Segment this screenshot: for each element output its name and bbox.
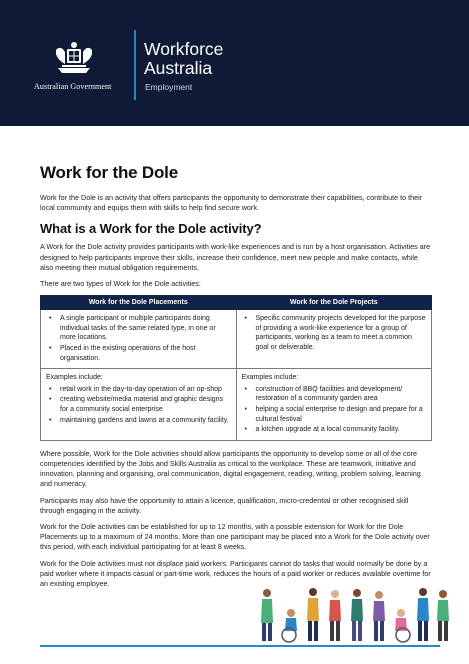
placements-header: Work for the Dole Placements — [41, 296, 237, 310]
list-item: • Specific community projects developed for the purpose of providing a work-like experience for a group of participants, working as a team to meet a common goal or deliverable. — [242, 314, 427, 352]
projects-header: Work for the Dole Projects — [236, 296, 432, 310]
brand-line-2: Australia — [144, 58, 213, 78]
government-label: Australian Government — [34, 82, 112, 91]
list-item: • maintaining gardens and lawns at a community facility. — [46, 416, 231, 426]
australian-government-logo — [34, 40, 124, 94]
examples-label: Examples include: — [46, 374, 103, 382]
table-row — [41, 310, 432, 369]
page-title: Work for the Dole — [40, 163, 178, 182]
table-row — [41, 369, 432, 441]
brand-line-1: Workforce — [144, 39, 224, 59]
brand-title — [144, 40, 223, 78]
body-paragraph-3: Work for the Dole activities can be established for up to 12 months, with a possible extension for Work for the Dole Placements up to a maximum of 24 months. More than one participant may be placed into a Work for the Dole activity over this period, with each individual participating for at least 8 weeks. — [40, 521, 430, 552]
header-banner — [0, 0, 469, 126]
section-heading: What is a Work for the Dole activity? — [40, 221, 262, 237]
coat-of-arms-icon — [50, 40, 98, 76]
body-paragraph-2: Participants may also have the opportunity to attain a licence, qualification, micro-credential or other recognised skill through engaging in the activity. — [40, 495, 409, 515]
body-paragraph-1: Where possible, Work for the Dole activities should allow participants the opportunity to develop some or all of the core competencies identified by the Jobs and Skills Australia as critical to the workplace. These are teamwork, initiative and innovation, planning and organising, oral communication, digital engagement, reading, writing, problem solving, learning and numeracy. — [40, 448, 421, 489]
list-item: • helping a social enterprise to design and prepare for a cultural festival — [242, 405, 427, 424]
brand-subtitle: Employment — [145, 82, 193, 92]
list-item: • construction of BBQ facilities and development/ restoration of a community garden area — [242, 385, 427, 404]
main-content — [40, 163, 432, 595]
list-item: • A single participant or multiple participants doing individual tasks of the same related type, in one or more locations. — [46, 314, 231, 343]
placements-description-cell — [41, 310, 237, 369]
people-illustration — [255, 583, 455, 643]
list-item: • a kitchen upgrade at a local community facility. — [242, 425, 427, 435]
list-item: • retail work in the day-to-day operation of an op-shop — [46, 385, 231, 395]
section-paragraph-1: A Work for the Dole activity provides participants with work-like experiences and is run by a host organisation. Activities are designed to help participants improve their skills, increase their confidence, meet new people and make contacts, while also meeting their mutual obligation requirements. — [40, 242, 431, 272]
list-item: • Placed in the existing operations of the host organisation. — [46, 344, 231, 363]
intro-paragraph: Work for the Dole is an activity that offers participants the opportunity to demonstrate their capabilities, contribute to their local community and equips them with skills to help find secure work. — [40, 193, 423, 213]
footer-divider — [40, 645, 440, 647]
list-item: • creating website/media material and graphic designs for a community social enterprise — [46, 395, 231, 414]
table-header-row — [41, 296, 432, 310]
placements-examples-cell — [41, 369, 237, 441]
projects-examples-cell — [236, 369, 432, 441]
body-paragraph-4: Work for the Dole activities must not displace paid workers. Participants cannot do tasks that would normally be done by a paid worker where it impacts casual or part-time work, reduces the hours of a paid worker or reduces available overtime for an existing employee. — [40, 558, 431, 588]
examples-label: Examples include: — [241, 374, 299, 382]
section-paragraph-2: There are two types of Work for the Dole activities: — [40, 279, 201, 289]
projects-description-cell — [236, 310, 432, 369]
brand-divider — [134, 30, 136, 100]
activity-types-table — [40, 295, 432, 441]
